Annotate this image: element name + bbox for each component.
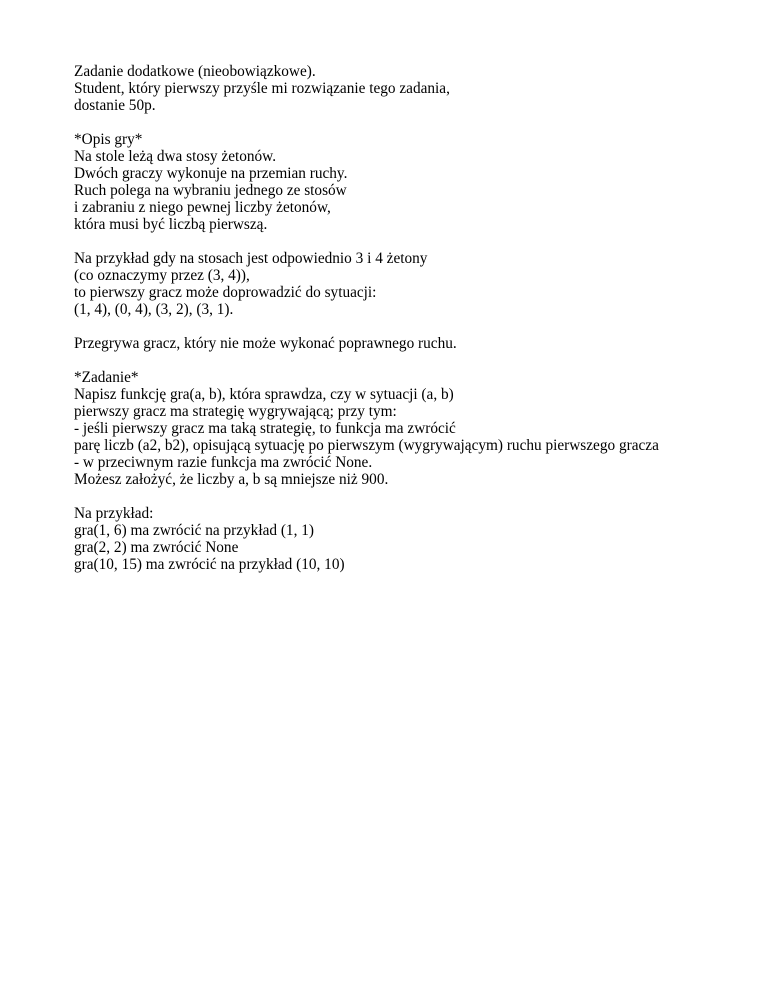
document-page [74, 63, 744, 590]
text-line: - w przeciwnym razie funkcja ma zwrócić None. [74, 454, 373, 471]
code-example-line: gra(1, 6) ma zwrócić na przykład (1, 1) [74, 522, 314, 539]
text-line: Na stole leżą dwa stosy żetonów. [74, 148, 277, 165]
text-line: parę liczb (a2, b2), opisującą sytuację po pierwszym (wygrywającym) ruchu pierwszego gracza [74, 437, 659, 454]
code-example-line: gra(2, 2) ma zwrócić None [74, 539, 239, 556]
text-line: Ruch polega na wybraniu jednego ze stosów [74, 182, 347, 199]
paragraph-examples [74, 505, 744, 573]
section-heading: *Zadanie* [74, 369, 139, 386]
section-heading: *Opis gry* [74, 131, 143, 148]
text-line: dostanie 50p. [74, 97, 156, 114]
text-line: która musi być liczbą pierwszą. [74, 216, 268, 233]
text-line: pierwszy gracz ma strategię wygrywającą; przy tym: [74, 403, 397, 420]
text-line: Na przykład gdy na stosach jest odpowiednio 3 i 4 żetony [74, 250, 428, 267]
text-line: Napisz funkcję gra(a, b), która sprawdza, czy w sytuacji (a, b) [74, 386, 454, 403]
paragraph-losing-rule [74, 335, 744, 352]
paragraph-game-description [74, 131, 744, 233]
text-line: i zabraniu z niego pewnej liczby żetonów, [74, 199, 331, 216]
paragraph-task [74, 369, 744, 488]
text-line: Możesz założyć, że liczby a, b są mniejsze niż 900. [74, 471, 389, 488]
text-line: (co oznaczymy przez (3, 4)), [74, 267, 250, 284]
text-line: - jeśli pierwszy gracz ma taką strategię, to funkcja ma zwrócić [74, 420, 456, 437]
text-line: Zadanie dodatkowe (nieobowiązkowe). [74, 63, 316, 80]
code-example-line: gra(10, 15) ma zwrócić na przykład (10, 10) [74, 556, 345, 573]
text-line: Student, który pierwszy przyśle mi rozwiązanie tego zadania, [74, 80, 450, 97]
text-line: Przegrywa gracz, który nie może wykonać poprawnego ruchu. [74, 335, 457, 352]
text-line: Na przykład: [74, 505, 154, 522]
text-line: (1, 4), (0, 4), (3, 2), (3, 1). [74, 301, 234, 318]
text-line: Dwóch graczy wykonuje na przemian ruchy. [74, 165, 348, 182]
text-line: to pierwszy gracz może doprowadzić do sytuacji: [74, 284, 377, 301]
paragraph-example-moves [74, 250, 744, 318]
paragraph-intro [74, 63, 744, 114]
